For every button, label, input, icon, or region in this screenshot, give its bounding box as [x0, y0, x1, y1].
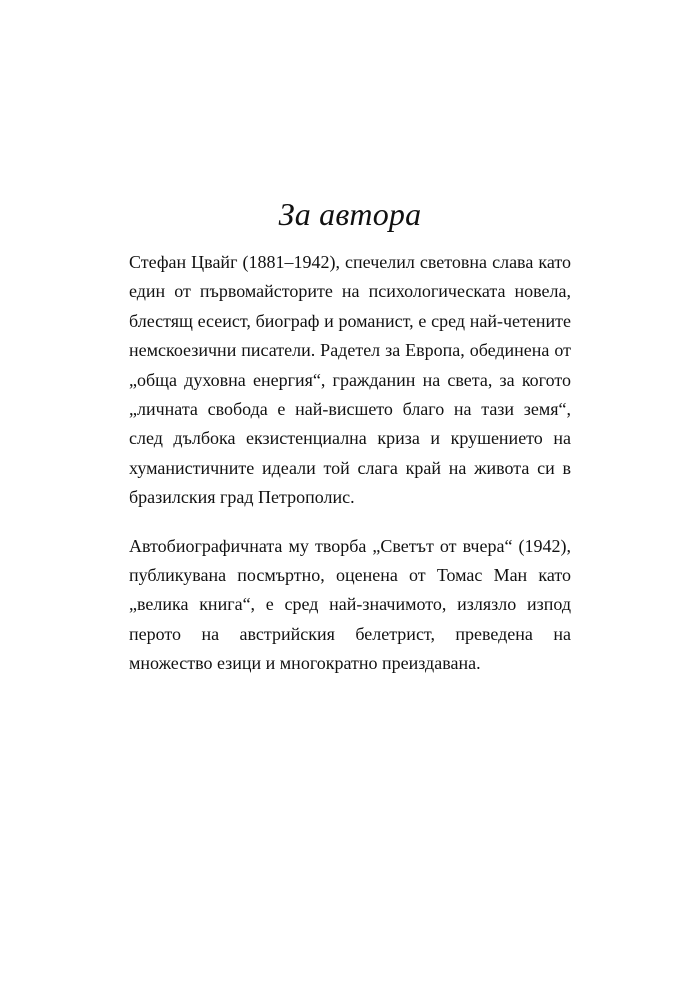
section-title: За автора	[278, 196, 422, 232]
author-bio	[129, 248, 571, 698]
bio-paragraph-2: Автобиографичната му творба „Светът от вчера“ (1942), публикувана посмъртно, оценена от Томас Ман като „велика книга“, е сред най-значимото, излязло изпод перото на австрийския белетрист, преведена на множество езици и многократно преиздавана.	[129, 535, 571, 674]
bio-paragraph-1: Стефан Цвайг (1881–1942), спечелил световна слава като един от първомайсторите на психологическата новела, блестящ есеист, биограф и романист, е сред най-четените немскоезични писатели. Радетел за Европа, обединена от „обща духовна енергия“, гражданин на света, за когото „личната свобода е най-висшето благо на тази земя“, след дълбока екзистенциална криза и крушението на хуманистичните идеали той слага край на живота си в бразилския град Петрополис.	[129, 252, 571, 508]
